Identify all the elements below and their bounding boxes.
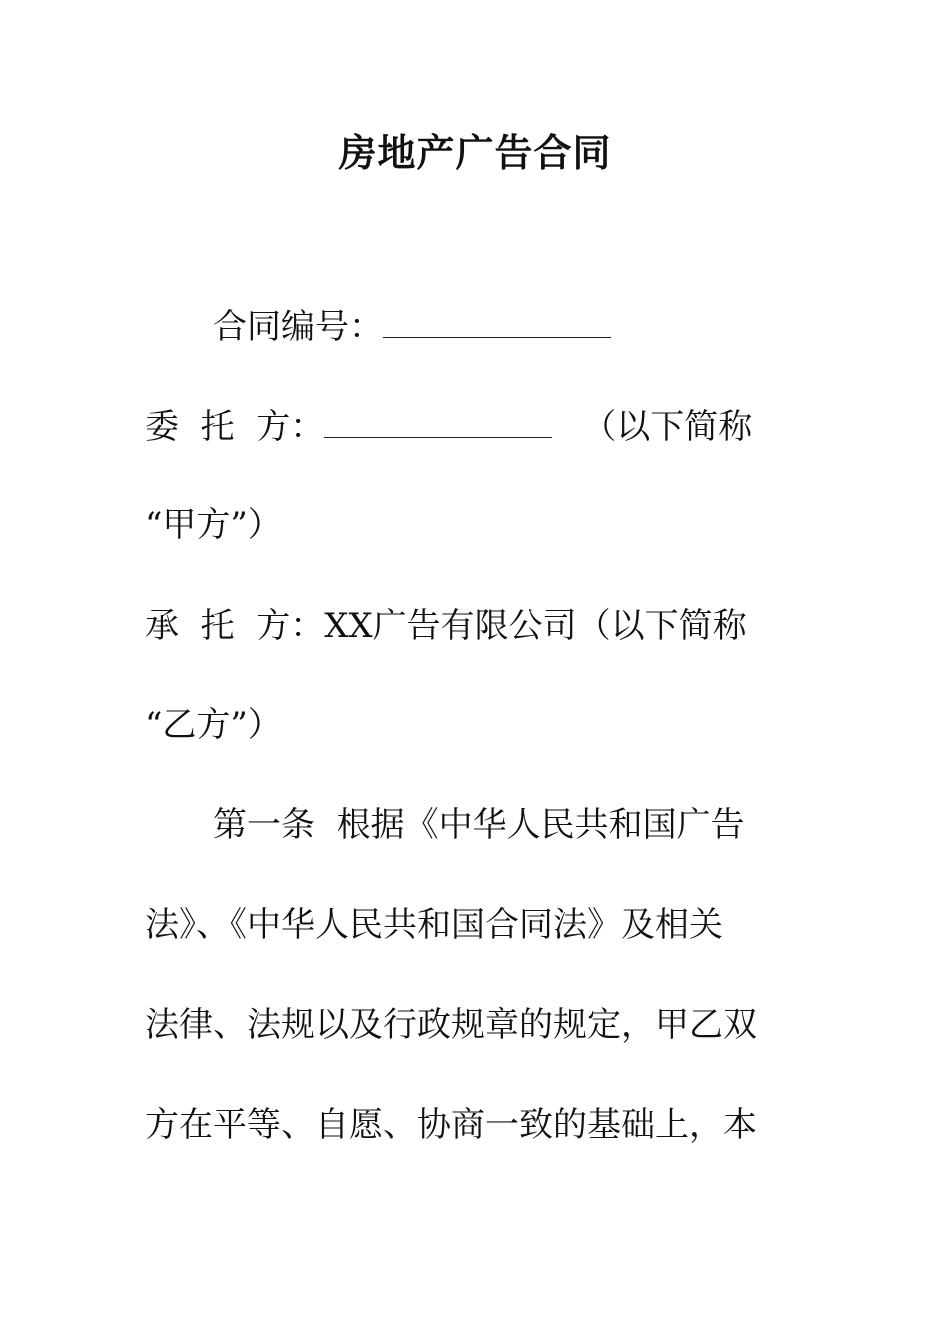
contractor-alias-line: “乙方”） (145, 705, 282, 745)
client-line (145, 405, 752, 449)
contract-number-blank (383, 307, 611, 338)
client-suffix: （以下简称 (582, 407, 753, 447)
article1-line-4: 方在平等、自愿、协商一致的基础上，本 (145, 1105, 757, 1145)
article1-line-3: 法律、法规以及行政规章的规定，甲乙双 (145, 1005, 757, 1045)
contractor-name: XX广告有限公司（以下简称 (324, 606, 747, 646)
client-alias-line: “甲方”） (145, 505, 282, 545)
contractor-label: 承 托 方： (145, 606, 325, 646)
client-label: 委 托 方： (145, 407, 325, 447)
client-name-blank (324, 407, 552, 438)
contractor-line (145, 604, 747, 648)
article1-line-2: 法》、《中华人民共和国合同法》及相关 (145, 905, 723, 945)
document-title: 房地产广告合同 (338, 130, 612, 175)
contract-number-label: 合同编号： (213, 307, 383, 347)
contract-number-line (213, 305, 611, 349)
article1-line-1: 第一条 根据《中华人民共和国广告 (213, 805, 745, 845)
